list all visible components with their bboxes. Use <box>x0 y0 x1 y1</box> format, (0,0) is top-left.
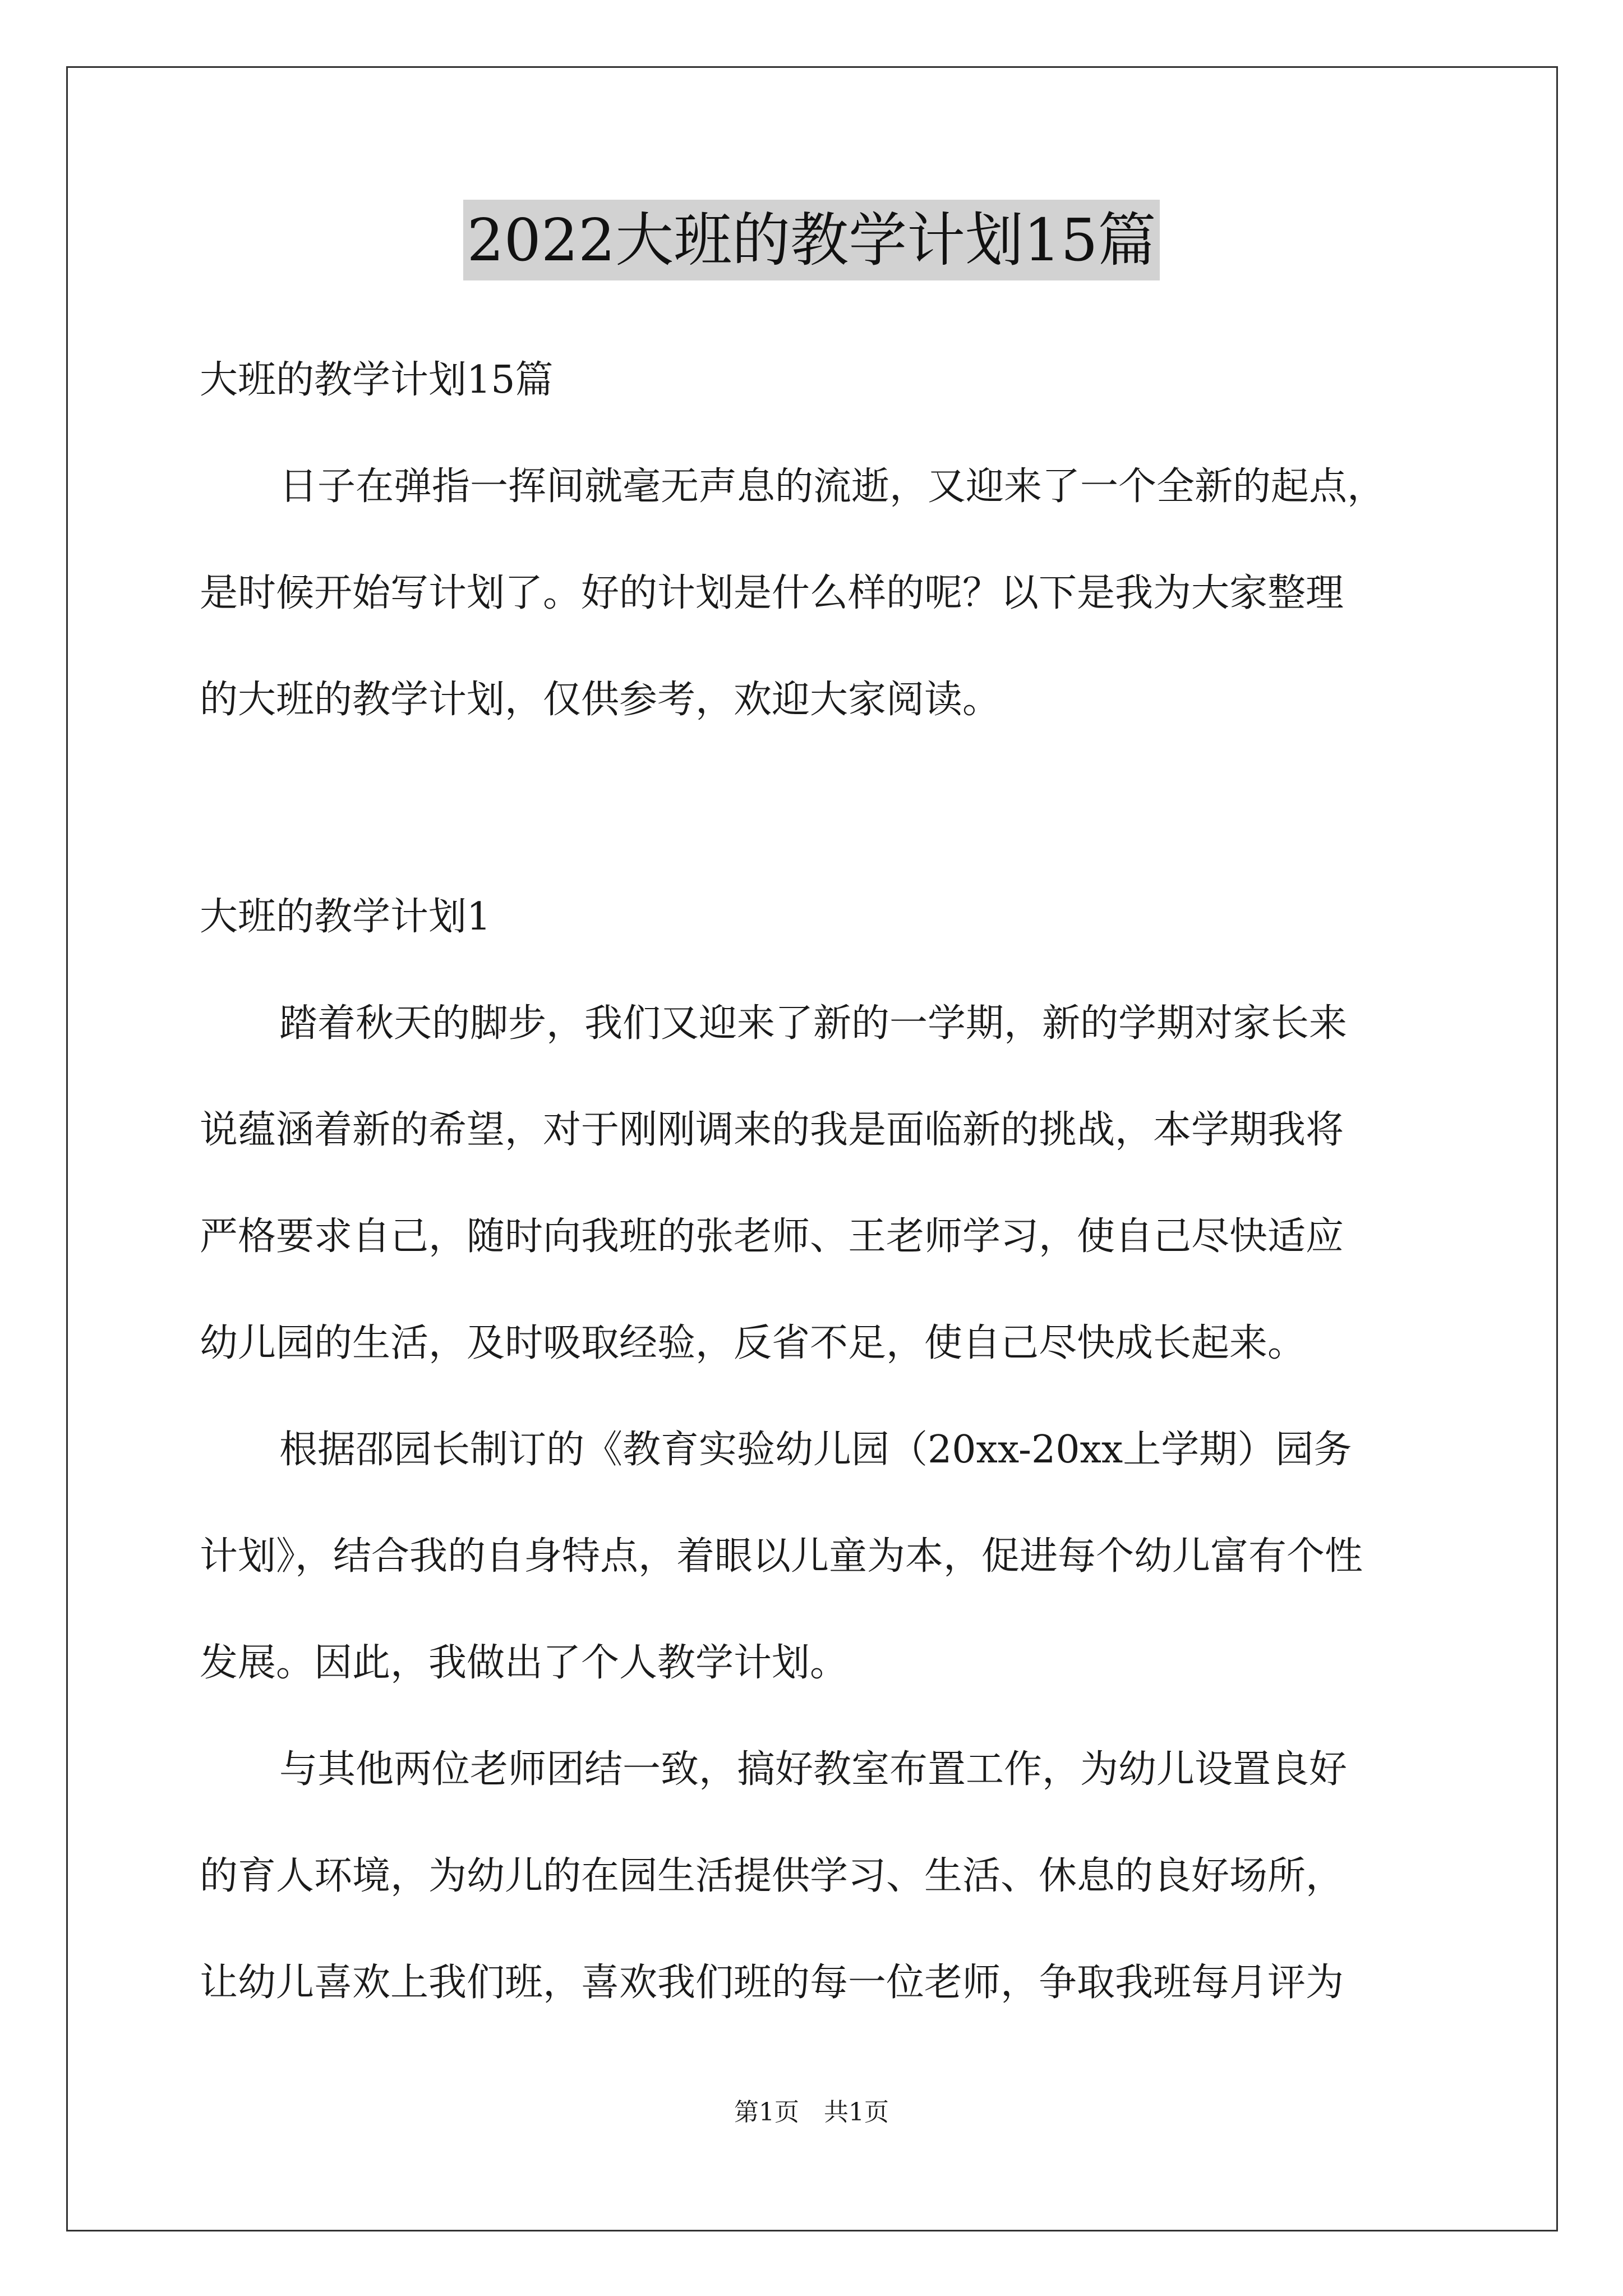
paragraph3-line-1: 与其他两位老师团结一致，搞好教室布置工作，为幼儿设置良好 <box>279 1747 1348 1792</box>
intro-line-1: 日子在弹指一挥间就毫无声息的流逝，又迎来了一个全新的起点， <box>279 464 1386 509</box>
intro-line-2: 是时候开始写计划了。好的计划是什么样的呢？以下是我为大家整理 <box>200 571 1344 615</box>
intro-line-3: 的大班的教学计划，仅供参考，欢迎大家阅读。 <box>200 678 1001 722</box>
paragraph2-line-1: 根据邵园长制订的《教育实验幼儿园（20xx-20xx上学期）园务 <box>279 1428 1352 1472</box>
document-subtitle: 大班的教学计划15篇 <box>200 358 554 402</box>
page-footer: 第1页 共1页 <box>734 2098 889 2127</box>
section-heading: 大班的教学计划1 <box>200 895 491 939</box>
paragraph1-line-2: 说蕴涵着新的希望，对于刚刚调来的我是面临新的挑战，本学期我将 <box>200 1108 1344 1152</box>
document-title: 2022大班的教学计划15篇 <box>463 200 1159 280</box>
title-container <box>0 200 1623 280</box>
paragraph2-line-3: 发展。因此，我做出了个人教学计划。 <box>200 1641 849 1685</box>
paragraph3-line-2: 的育人环境，为幼儿的在园生活提供学习、生活、休息的良好场所， <box>200 1854 1344 1898</box>
paragraph1-line-3: 严格要求自己，随时向我班的张老师、王老师学习，使自己尽快适应 <box>200 1214 1344 1259</box>
paragraph2-line-2: 计划》，结合我的自身特点，着眼以儿童为本，促进每个幼儿富有个性 <box>200 1534 1363 1579</box>
paragraph1-line-4: 幼儿园的生活，及时吸取经验，反省不足，使自己尽快成长起来。 <box>200 1321 1306 1365</box>
paragraph1-line-1: 踏着秋天的脚步，我们又迎来了新的一学期，新的学期对家长来 <box>279 1001 1348 1046</box>
paragraph3-line-3: 让幼儿喜欢上我们班，喜欢我们班的每一位老师，争取我班每月评为 <box>200 1961 1344 2005</box>
